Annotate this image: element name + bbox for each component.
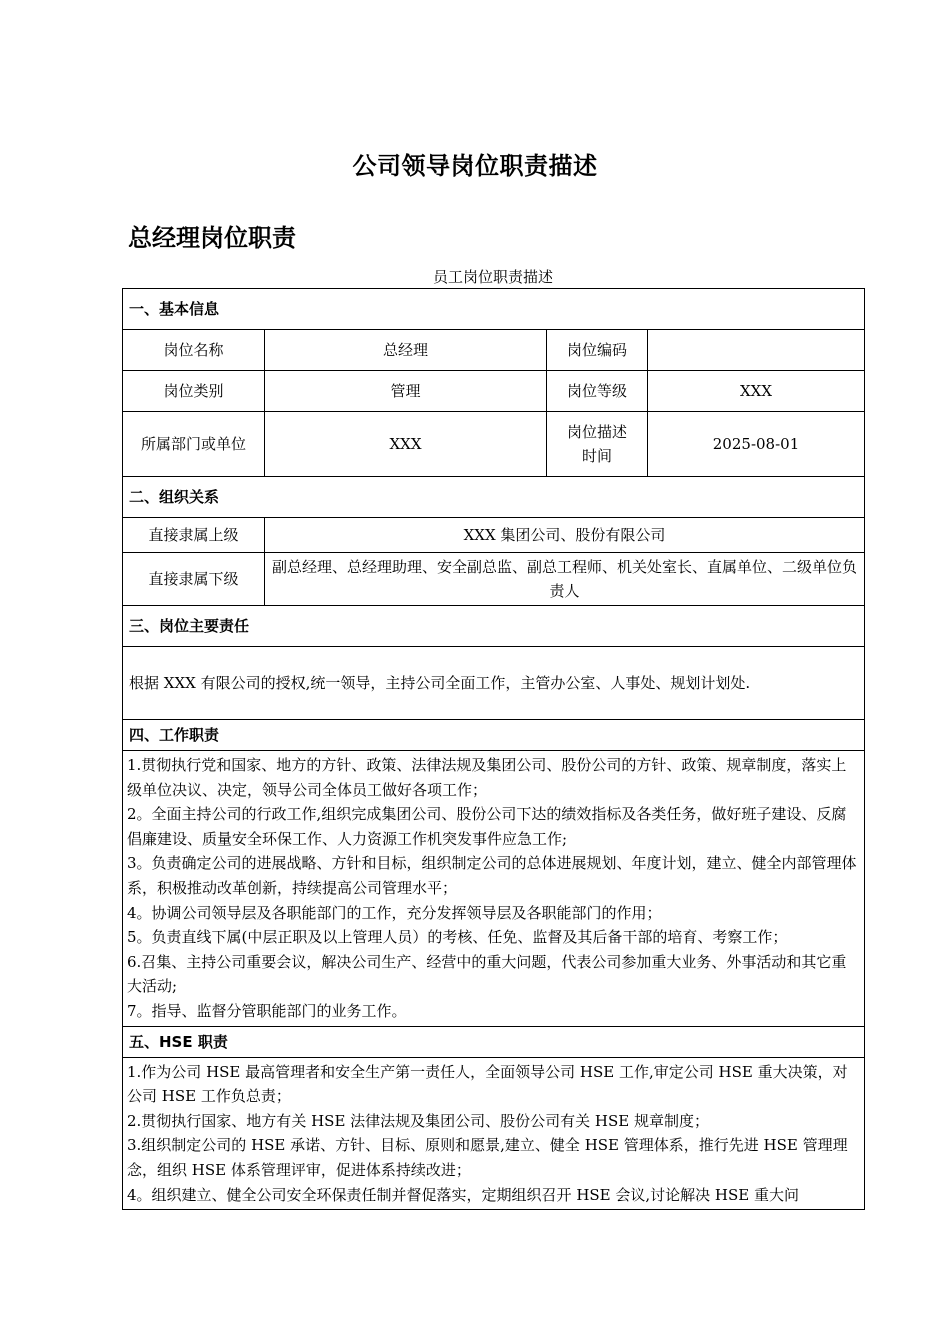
section-basic-info: 一、基本信息 [123,289,865,330]
table-row [123,330,865,371]
list-item: 5。负责直线下属(中层正职及以上管理人员）的考核、任免、监督及其后备干部的培育、考察工作； [127,928,788,947]
section-basic-info-row [123,289,865,330]
description-time-value: 2025-08-01 [648,412,865,477]
subordinate-label: 直接隶属下级 [123,553,265,606]
position-type-value: 管理 [265,371,547,412]
table-caption: 员工岗位职责描述 [432,268,553,286]
list-item: 3.组织制定公司的 HSE 承诺、方针、目标、原则和愿景,建立、健全 HSE 管理体系，推行先进 HSE 管理理念，组织 HSE 体系管理评审，促进体系持续改进； [127,1136,848,1179]
position-name-label: 岗位名称 [123,330,265,371]
list-item: 4。组织建立、健全公司安全环保责任制并督促落实，定期组织召开 HSE 会议,讨论解决 HSE 重大问 [127,1185,800,1204]
section-main-resp: 三、岗位主要责任 [123,606,865,647]
list-item: 3。负责确定公司的进展战略、方针和目标，组织制定公司的总体进展规划、年度计划，建立、健全内部管理体系，积极推动改革创新，持续提高公司管理水平； [127,854,857,897]
list-item: 1.贯彻执行党和国家、地方的方针、政策、法律法规及集团公司、股份公司的方针、政策、规章制度，落实上级单位决议、决定，领导公司全体员工做好各项工作； [127,756,847,799]
list-item: 1.作为公司 HSE 最高管理者和安全生产第一责任人，全面领导公司 HSE 工作,审定公司 HSE 重大决策，对公司 HSE 工作负总责； [127,1062,848,1106]
section-main-resp-row [123,606,865,647]
department-label: 所属部门或单位 [123,412,265,477]
superior-label: 直接隶属上级 [123,518,265,553]
section-org: 二、组织关系 [123,477,865,518]
table-row [123,751,865,1027]
table-row [123,371,865,412]
table-row [123,518,865,553]
list-item: 6.召集、主持公司重要会议，解决公司生产、经营中的重大问题，代表公司参加重大业务、外事活动和其它重大活动; [127,952,847,996]
superior-value: XXX 集团公司、股份有限公司 [265,518,865,553]
position-type-label: 岗位类别 [123,371,265,412]
page-title: 公司领导岗位职责描述 [352,152,598,180]
table-row [123,553,865,606]
hse-list [123,1057,865,1210]
list-item: 7。指导、监督分管职能部门的业务工作。 [127,1001,407,1020]
subordinate-value: 副总经理、总经理助理、安全副总监、副总工程师、机关处室长、直属单位、二级单位负责人 [265,553,865,606]
table-row [123,412,865,477]
list-item: 2.贯彻执行国家、地方有关 HSE 法律法规及集团公司、股份公司有关 HSE 规章制度； [127,1111,710,1130]
section-org-row [123,477,865,518]
list-item: 2。全面主持公司的行政工作,组织完成集团公司、股份公司下达的绩效指标及各类任务，做好班子建设、反腐倡廉建设、质量安全环保工作、人力资源工作机突发事件应急工作; [127,805,847,848]
section-hse-row [123,1026,865,1057]
section-hse: 五、HSE 职责 [123,1026,865,1057]
position-code-value [648,330,865,371]
main-responsibility-text: 根据 XXX 有限公司的授权,统一领导，主持公司全面工作，主管办公室、人事处、规划计划处. [123,647,865,720]
table-row [123,1057,865,1210]
duties-list [123,751,865,1027]
position-code-label: 岗位编码 [547,330,648,371]
table-row [123,647,865,720]
description-time-label: 岗位描述时间 [547,412,648,477]
position-grade-value: XXX [648,371,865,412]
job-description-table [122,288,865,1210]
list-item: 4。协调公司领导层及各职能部门的工作，充分发挥领导层及各职能部门的作用； [127,903,662,922]
position-name-value: 总经理 [265,330,547,371]
section-duties: 四、工作职责 [123,720,865,751]
section-duties-row [123,720,865,751]
section-heading: 总经理岗位职责 [128,224,296,252]
position-grade-label: 岗位等级 [547,371,648,412]
department-value: XXX [265,412,547,477]
